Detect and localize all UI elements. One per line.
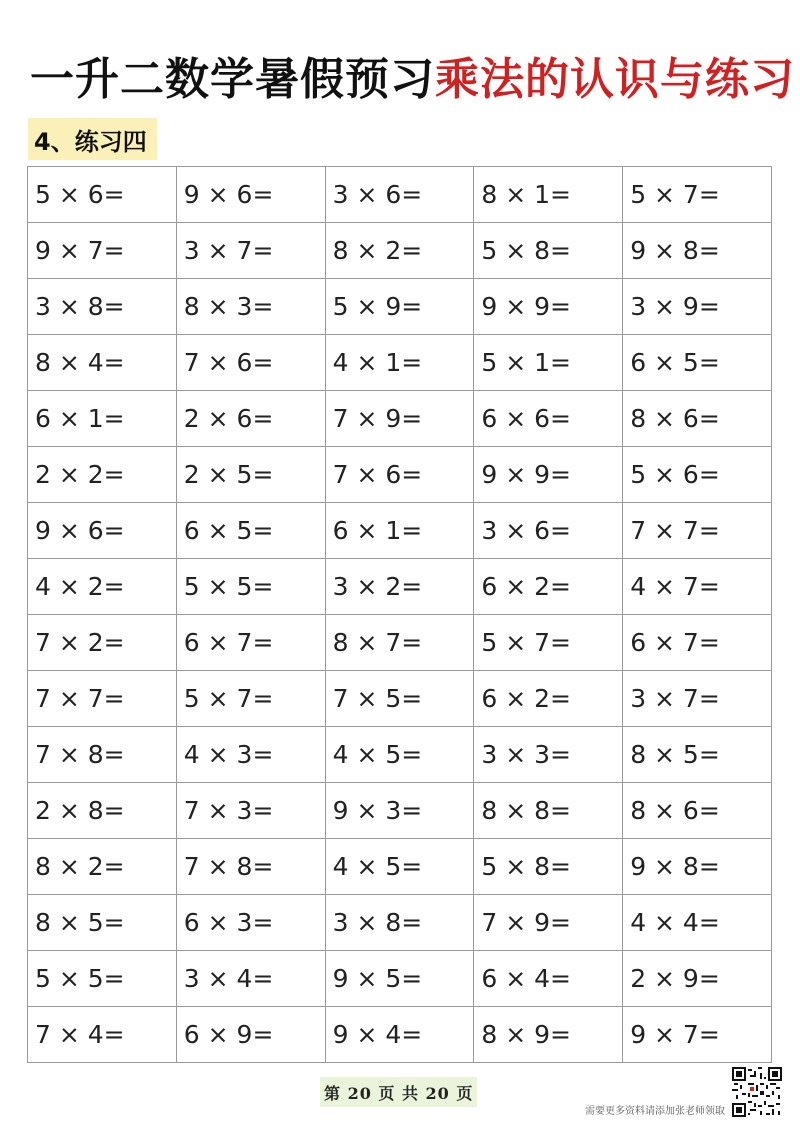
- problem-cell: 6 × 2=: [474, 559, 623, 615]
- title-main: 一升二数学暑假预习: [30, 54, 435, 105]
- problem-cell: 9 × 8=: [623, 223, 772, 279]
- problem-cell: 3 × 6=: [474, 503, 623, 559]
- problem-cell: 7 × 6=: [176, 335, 325, 391]
- table-row: [28, 279, 772, 335]
- problem-cell: 3 × 4=: [176, 951, 325, 1007]
- problem-cell: 8 × 5=: [623, 727, 772, 783]
- problem-cell: 3 × 9=: [623, 279, 772, 335]
- problem-cell: 5 × 7=: [474, 615, 623, 671]
- problem-cell: 6 × 7=: [623, 615, 772, 671]
- table-row: [28, 615, 772, 671]
- problem-cell: 5 × 7=: [623, 167, 772, 223]
- title-topic: 乘法的认识与练习: [435, 54, 795, 105]
- problem-cell: 3 × 7=: [623, 671, 772, 727]
- table-row: [28, 951, 772, 1007]
- problem-cell: 6 × 4=: [474, 951, 623, 1007]
- page-title: [30, 40, 795, 110]
- problem-cell: 8 × 7=: [325, 615, 474, 671]
- problem-cell: 3 × 6=: [325, 167, 474, 223]
- problem-cell: 8 × 6=: [623, 783, 772, 839]
- table-row: [28, 1007, 772, 1063]
- problem-cell: 2 × 2=: [28, 447, 177, 503]
- problem-cell: 5 × 1=: [474, 335, 623, 391]
- problem-cell: 9 × 9=: [474, 279, 623, 335]
- problem-cell: 4 × 3=: [176, 727, 325, 783]
- problem-cell: 8 × 9=: [474, 1007, 623, 1063]
- problem-cell: 8 × 3=: [176, 279, 325, 335]
- problem-cell: 7 × 7=: [28, 671, 177, 727]
- page-number: 第 20 页 共 20 页: [320, 1077, 477, 1107]
- problem-cell: 5 × 8=: [474, 839, 623, 895]
- problem-cell: 4 × 1=: [325, 335, 474, 391]
- problem-cell: 7 × 5=: [325, 671, 474, 727]
- problem-cell: 6 × 6=: [474, 391, 623, 447]
- problem-cell: 7 × 6=: [325, 447, 474, 503]
- problem-cell: 7 × 8=: [28, 727, 177, 783]
- problem-cell: 9 × 9=: [474, 447, 623, 503]
- problem-cell: 5 × 9=: [325, 279, 474, 335]
- table-row: [28, 559, 772, 615]
- problem-cell: 9 × 6=: [176, 167, 325, 223]
- problem-cell: 4 × 2=: [28, 559, 177, 615]
- problem-cell: 5 × 6=: [28, 167, 177, 223]
- problem-cell: 9 × 3=: [325, 783, 474, 839]
- problem-cell: 6 × 2=: [474, 671, 623, 727]
- table-row: [28, 503, 772, 559]
- problem-cell: 7 × 9=: [474, 895, 623, 951]
- table-row: [28, 335, 772, 391]
- problem-cell: 6 × 1=: [28, 391, 177, 447]
- problem-grid: [27, 166, 772, 1063]
- problem-cell: 8 × 6=: [623, 391, 772, 447]
- problem-cell: 2 × 9=: [623, 951, 772, 1007]
- table-row: [28, 895, 772, 951]
- table-row: [28, 727, 772, 783]
- problem-cell: 8 × 2=: [28, 839, 177, 895]
- problem-cell: 7 × 7=: [623, 503, 772, 559]
- problem-cell: 3 × 2=: [325, 559, 474, 615]
- table-row: [28, 391, 772, 447]
- problem-cell: 2 × 8=: [28, 783, 177, 839]
- problem-cell: 3 × 8=: [28, 279, 177, 335]
- problem-cell: 9 × 4=: [325, 1007, 474, 1063]
- problem-cell: 5 × 6=: [623, 447, 772, 503]
- problem-cell: 8 × 5=: [28, 895, 177, 951]
- problem-cell: 3 × 3=: [474, 727, 623, 783]
- problem-cell: 6 × 5=: [623, 335, 772, 391]
- problem-cell: 4 × 7=: [623, 559, 772, 615]
- problem-cell: 7 × 9=: [325, 391, 474, 447]
- footer-note: 需要更多资料请添加张老师领取: [585, 1106, 725, 1117]
- problem-cell: 9 × 5=: [325, 951, 474, 1007]
- table-row: [28, 783, 772, 839]
- table-row: [28, 671, 772, 727]
- problem-cell: 2 × 5=: [176, 447, 325, 503]
- problem-cell: 9 × 7=: [28, 223, 177, 279]
- problem-cell: 5 × 7=: [176, 671, 325, 727]
- problem-cell: 6 × 9=: [176, 1007, 325, 1063]
- problem-cell: 6 × 3=: [176, 895, 325, 951]
- problem-cell: 3 × 7=: [176, 223, 325, 279]
- problem-cell: 8 × 1=: [474, 167, 623, 223]
- problem-cell: 3 × 8=: [325, 895, 474, 951]
- table-row: [28, 223, 772, 279]
- problem-cell: 8 × 4=: [28, 335, 177, 391]
- problem-cell: 4 × 4=: [623, 895, 772, 951]
- problem-cell: 9 × 8=: [623, 839, 772, 895]
- problem-cell: 6 × 5=: [176, 503, 325, 559]
- problem-cell: 8 × 8=: [474, 783, 623, 839]
- problem-cell: 7 × 4=: [28, 1007, 177, 1063]
- problem-cell: 9 × 7=: [623, 1007, 772, 1063]
- table-row: [28, 839, 772, 895]
- problem-cell: 6 × 1=: [325, 503, 474, 559]
- problem-cell: 9 × 6=: [28, 503, 177, 559]
- problem-cell: 2 × 6=: [176, 391, 325, 447]
- problem-cell: 5 × 5=: [176, 559, 325, 615]
- problem-cell: 7 × 2=: [28, 615, 177, 671]
- problem-cell: 6 × 7=: [176, 615, 325, 671]
- problem-cell: 5 × 5=: [28, 951, 177, 1007]
- problem-cell: 7 × 8=: [176, 839, 325, 895]
- problem-cell: 4 × 5=: [325, 727, 474, 783]
- qr-code-icon: [732, 1067, 782, 1117]
- table-row: [28, 447, 772, 503]
- problem-cell: 5 × 8=: [474, 223, 623, 279]
- table-row: [28, 167, 772, 223]
- problem-cell: 8 × 2=: [325, 223, 474, 279]
- problem-cell: 4 × 5=: [325, 839, 474, 895]
- problem-cell: 7 × 3=: [176, 783, 325, 839]
- section-heading: 4、练习四: [28, 118, 157, 160]
